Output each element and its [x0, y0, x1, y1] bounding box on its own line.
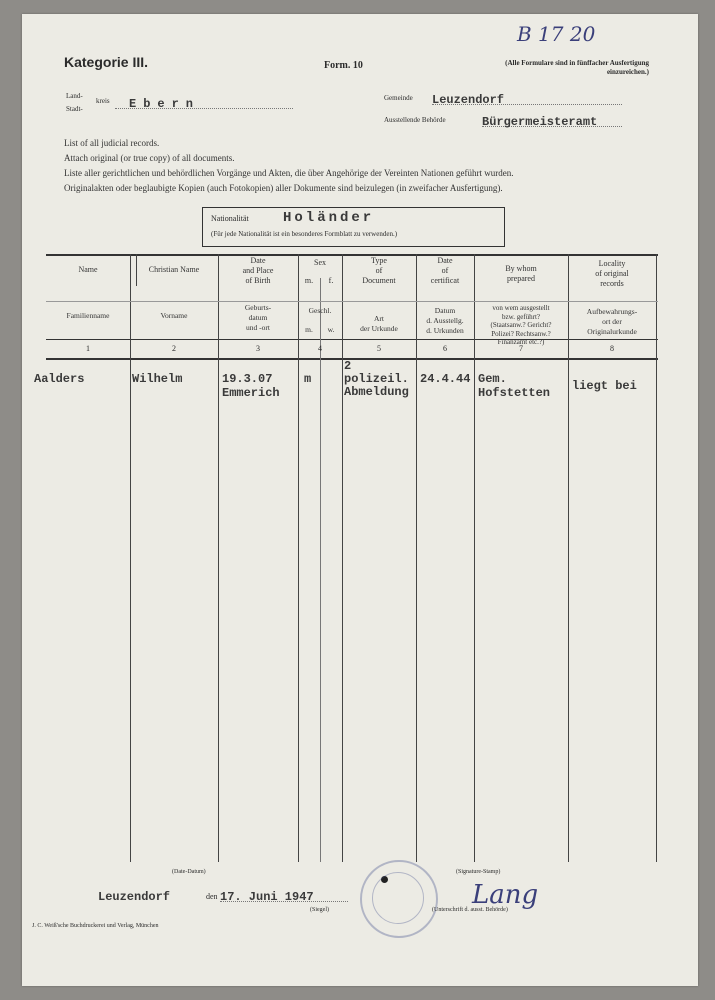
col-locality-de: Aufbewahrungs- ort der Originalurkunde: [586, 307, 638, 336]
col-sex-m-de: m.: [305, 325, 313, 334]
cell-locality: liegt bei: [572, 379, 637, 393]
col-number: 7: [519, 344, 523, 353]
col-birth-en: Date and Place of Birth: [242, 256, 274, 285]
header-separator: [46, 301, 658, 302]
col-prepared-en: By whom prepared: [505, 264, 537, 283]
signature: Lang: [472, 880, 539, 910]
col-number: 8: [610, 344, 614, 353]
col-sex-w-de: w.: [327, 325, 335, 334]
col-name-de: Familienname: [66, 311, 110, 320]
instructions: List of all judicial records. Attach original (or true copy) of all documents. Liste aller gerichtlichen und behördlichen Vorgänge und Akten, die über Angehörige der Vereinten Nationen geführt wurden. Originalakten oder beglaubigte Kopien (auch Fotokopien) aller Dokumente sind beizulegen (in zweifacher Ausfertigung).: [64, 138, 514, 193]
official-seal: [360, 860, 438, 938]
col-sex-de: Geschl.: [308, 306, 332, 315]
col-divider: [656, 254, 657, 862]
col-number: 5: [377, 344, 381, 353]
col-sex-m: m.: [304, 276, 314, 285]
ausstellende-field: Bürgermeisteramt: [482, 112, 622, 127]
col-number: 1: [86, 344, 90, 353]
cell-birth: 19.3.07 Emmerich: [222, 372, 280, 400]
gemeinde-field: Leuzendorf: [432, 90, 622, 105]
cell-document-type: 2 polizeil. Abmeldung: [344, 359, 409, 399]
seal-label: (Siegel): [310, 907, 329, 913]
col-prepared-de: von wem ausgestellt bzw. geführt? (Staatsanw.? Gericht? Polizei? Rechtsanw.? Finanzamt etc.?): [490, 304, 552, 346]
col-locality-en: Locality of original records: [595, 259, 629, 288]
signature-stamp-label: (Signature-Stamp): [456, 869, 501, 875]
category-title: Kategorie III.: [64, 54, 149, 70]
cell-sex: m: [304, 372, 312, 386]
nationality-box: Nationalität Holänder (Für jede Nationalität ist ein besonderes Formblatt zu verwenden.): [202, 207, 505, 247]
footer-date-field: 17. Juni 1947: [220, 887, 348, 902]
printer-imprint: J. C. Weiß'sche Buchdruckerei und Verlag, München: [32, 923, 159, 929]
form-number: Form. 10: [324, 60, 363, 71]
reference-handwriting: B 17 20: [517, 22, 596, 46]
cell-surname: Aalders: [34, 372, 85, 386]
cell-prepared-by: Gem. Hofstetten: [478, 372, 551, 400]
col-divider: [320, 278, 321, 862]
col-birth-de: Geburts- datum und -ort: [244, 303, 272, 332]
copies-note: (Alle Formulare sind in fünffacher Ausfertigung einzureichen.): [505, 59, 649, 76]
land-stadt-label: Land- Stadt-: [66, 92, 83, 113]
col-number: 4: [318, 344, 322, 353]
kreis-field: Ebern: [115, 94, 293, 109]
footer-den: den: [206, 892, 218, 901]
col-number: 2: [172, 344, 176, 353]
col-type-en: Type of Document: [362, 256, 396, 285]
col-sex-f: f.: [328, 276, 334, 285]
kreis-label: kreis: [96, 97, 110, 105]
cell-firstname: Wilhelm: [132, 372, 183, 386]
col-date-en: Date of certificat: [430, 256, 460, 285]
signature-caption: (Unterschrift d. ausst. Behörde): [432, 907, 508, 913]
gemeinde-label: Gemeinde: [384, 94, 413, 102]
col-number: 6: [443, 344, 447, 353]
col-name-en: Name: [78, 265, 98, 274]
col-sex-en: Sex: [314, 258, 326, 267]
ausstellende-label: Ausstellende Behörde: [384, 116, 446, 124]
form-page: [22, 14, 698, 986]
cell-date: 24.4.44: [420, 372, 471, 386]
col-christian-name-en: Christian Name: [148, 265, 200, 274]
col-date-de: Datum d. Ausstellg. d. Urkunden: [426, 306, 464, 335]
footer-place: Leuzendorf: [98, 890, 171, 904]
date-datum-label: (Date-Datum): [172, 869, 206, 875]
col-number: 3: [256, 344, 260, 353]
col-type-de: Art der Urkunde: [360, 314, 398, 333]
col-christian-name-de: Vorname: [160, 311, 188, 320]
